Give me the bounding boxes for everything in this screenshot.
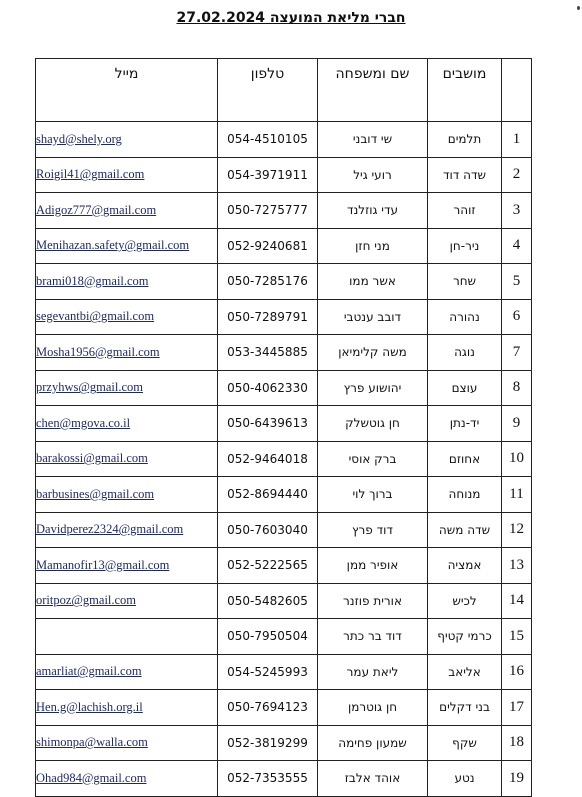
phone-cell: 052-9464018 bbox=[218, 441, 318, 477]
email-link[interactable]: amarliat@gmail.com bbox=[36, 664, 142, 679]
name-cell: משה קלימיאן bbox=[318, 335, 428, 371]
header-email: מייל bbox=[36, 59, 218, 122]
email-link[interactable]: Ohad984@gmail.com bbox=[36, 770, 147, 785]
settlement-cell: עוצם bbox=[428, 370, 502, 406]
settlement-cell: אמציה bbox=[428, 548, 502, 584]
table-row bbox=[36, 441, 532, 477]
table-header-row bbox=[36, 59, 532, 122]
settlement-cell: נוגה bbox=[428, 335, 502, 371]
phone-cell: 050-7603040 bbox=[218, 512, 318, 548]
settlement-cell: אחוזם bbox=[428, 441, 502, 477]
name-cell: דוד בר כתר bbox=[318, 619, 428, 655]
email-cell bbox=[36, 299, 218, 335]
email-cell bbox=[36, 406, 218, 442]
table-row bbox=[36, 299, 532, 335]
row-number-cell: 6 bbox=[502, 299, 532, 335]
name-cell: ברוך לוי bbox=[318, 477, 428, 513]
email-link[interactable]: shimonpa@walla.com bbox=[36, 735, 148, 750]
row-number-cell: 14 bbox=[502, 583, 532, 619]
settlement-cell: שדה משה bbox=[428, 512, 502, 548]
phone-cell: 050-7275777 bbox=[218, 193, 318, 229]
row-number-cell: 13 bbox=[502, 548, 532, 584]
email-link[interactable]: przyhws@gmail.com bbox=[36, 380, 143, 395]
email-link[interactable]: Menihazan.safety@gmail.com bbox=[36, 238, 190, 253]
email-cell bbox=[36, 619, 218, 655]
name-cell: שי דובני bbox=[318, 122, 428, 158]
email-link[interactable]: Hen.g@lachish.org.il bbox=[36, 699, 143, 714]
row-number-cell: 15 bbox=[502, 619, 532, 655]
email-link[interactable]: Roigil41@gmail.com bbox=[36, 167, 145, 182]
table-row bbox=[36, 122, 532, 158]
row-number-cell: 7 bbox=[502, 335, 532, 371]
email-cell bbox=[36, 370, 218, 406]
email-cell bbox=[36, 512, 218, 548]
name-cell: חן גוטרמן bbox=[318, 690, 428, 726]
name-cell: אשר ממו bbox=[318, 264, 428, 300]
phone-cell: 050-4062330 bbox=[218, 370, 318, 406]
email-cell bbox=[36, 654, 218, 690]
phone-cell: 052-5222565 bbox=[218, 548, 318, 584]
email-cell bbox=[36, 725, 218, 761]
phone-cell: 050-5482605 bbox=[218, 583, 318, 619]
settlement-cell: אליאב bbox=[428, 654, 502, 690]
email-cell bbox=[36, 583, 218, 619]
row-number-cell: 12 bbox=[502, 512, 532, 548]
table-row bbox=[36, 654, 532, 690]
email-link[interactable]: Davidperez2324@gmail.com bbox=[36, 522, 184, 537]
table-row bbox=[36, 477, 532, 513]
table-row bbox=[36, 690, 532, 726]
row-number-cell: 4 bbox=[502, 228, 532, 264]
name-cell: דוד פרץ bbox=[318, 512, 428, 548]
phone-cell: 050-7950504 bbox=[218, 619, 318, 655]
settlement-cell: זוהר bbox=[428, 193, 502, 229]
email-cell bbox=[36, 335, 218, 371]
name-cell: יהושוע פרץ bbox=[318, 370, 428, 406]
email-link[interactable]: chen@mgova.co.il bbox=[36, 415, 131, 430]
row-number-cell: 16 bbox=[502, 654, 532, 690]
row-number-cell: 9 bbox=[502, 406, 532, 442]
table-row bbox=[36, 193, 532, 229]
email-link[interactable]: Mamanofir13@gmail.com bbox=[36, 557, 170, 572]
email-link[interactable]: barakossi@gmail.com bbox=[36, 451, 148, 466]
email-cell bbox=[36, 477, 218, 513]
row-number-cell: 10 bbox=[502, 441, 532, 477]
name-cell: חן גוטשלק bbox=[318, 406, 428, 442]
email-link[interactable]: Mosha1956@gmail.com bbox=[36, 344, 160, 359]
settlement-cell: מנוחה bbox=[428, 477, 502, 513]
phone-cell: 052-7353555 bbox=[218, 761, 318, 797]
table-row bbox=[36, 583, 532, 619]
council-members-table bbox=[35, 58, 532, 797]
settlement-cell: יד-נתן bbox=[428, 406, 502, 442]
settlement-cell: שקף bbox=[428, 725, 502, 761]
name-cell: ליאת עמר bbox=[318, 654, 428, 690]
name-cell: שמעון פחימה bbox=[318, 725, 428, 761]
table-row bbox=[36, 370, 532, 406]
phone-cell: 050-6439613 bbox=[218, 406, 318, 442]
row-number-cell: 11 bbox=[502, 477, 532, 513]
row-number-cell: 8 bbox=[502, 370, 532, 406]
name-cell: אופיר ממן bbox=[318, 548, 428, 584]
phone-cell: 054-4510105 bbox=[218, 122, 318, 158]
row-number-cell: 17 bbox=[502, 690, 532, 726]
row-number-cell: 2 bbox=[502, 157, 532, 193]
settlement-cell: בני דקלים bbox=[428, 690, 502, 726]
email-link[interactable]: Adigoz777@gmail.com bbox=[36, 202, 157, 217]
email-cell bbox=[36, 193, 218, 229]
settlement-cell: שחר bbox=[428, 264, 502, 300]
row-number-cell: 19 bbox=[502, 761, 532, 797]
email-link[interactable]: segevantbi@gmail.com bbox=[36, 309, 155, 324]
table-body bbox=[36, 122, 532, 797]
table-row bbox=[36, 264, 532, 300]
email-cell bbox=[36, 441, 218, 477]
name-cell: רועי גיל bbox=[318, 157, 428, 193]
phone-cell: 050-7285176 bbox=[218, 264, 318, 300]
row-number-cell: 1 bbox=[502, 122, 532, 158]
document-title: חברי מליאת המועצה 27.02.2024 bbox=[176, 10, 406, 26]
row-number-cell: 5 bbox=[502, 264, 532, 300]
name-cell: ברק אוסי bbox=[318, 441, 428, 477]
email-cell bbox=[36, 157, 218, 193]
phone-cell: 054-5245993 bbox=[218, 654, 318, 690]
name-cell: אורית פוזנר bbox=[318, 583, 428, 619]
email-link[interactable]: brami018@gmail.com bbox=[36, 273, 149, 288]
name-cell: דובב ענטבי bbox=[318, 299, 428, 335]
name-cell: מני חזן bbox=[318, 228, 428, 264]
table-row bbox=[36, 761, 532, 797]
settlement-cell: נטע bbox=[428, 761, 502, 797]
email-link[interactable]: oritpoz@gmail.com bbox=[36, 593, 137, 608]
phone-cell: 052-9240681 bbox=[218, 228, 318, 264]
phone-cell: 050-7694123 bbox=[218, 690, 318, 726]
row-number-cell: 3 bbox=[502, 193, 532, 229]
phone-cell: 050-7289791 bbox=[218, 299, 318, 335]
table-row bbox=[36, 406, 532, 442]
header-name: שם ומשפחה bbox=[318, 59, 428, 122]
header-number bbox=[502, 59, 532, 122]
table-row bbox=[36, 548, 532, 584]
email-cell bbox=[36, 548, 218, 584]
email-link[interactable]: barbusines@gmail.com bbox=[36, 486, 155, 501]
row-number-cell: 18 bbox=[502, 725, 532, 761]
settlement-cell: תלמים bbox=[428, 122, 502, 158]
table-row bbox=[36, 725, 532, 761]
phone-cell: 052-3819299 bbox=[218, 725, 318, 761]
email-cell bbox=[36, 228, 218, 264]
table-row bbox=[36, 512, 532, 548]
settlement-cell: ניר-חן bbox=[428, 228, 502, 264]
table-row bbox=[36, 335, 532, 371]
email-link[interactable]: shayd@shely.org bbox=[36, 131, 122, 146]
settlement-cell: נהורה bbox=[428, 299, 502, 335]
header-phone: טלפון bbox=[218, 59, 318, 122]
header-settlement: מושבים bbox=[428, 59, 502, 122]
settlement-cell: כרמי קטיף bbox=[428, 619, 502, 655]
phone-cell: 053-3445885 bbox=[218, 335, 318, 371]
email-cell bbox=[36, 264, 218, 300]
phone-cell: 052-8694440 bbox=[218, 477, 318, 513]
table-row bbox=[36, 619, 532, 655]
email-cell bbox=[36, 122, 218, 158]
name-cell: אוהד אלבז bbox=[318, 761, 428, 797]
scan-speck bbox=[577, 6, 580, 10]
settlement-cell: שדה דוד bbox=[428, 157, 502, 193]
email-cell bbox=[36, 761, 218, 797]
name-cell: עדי גוזלנד bbox=[318, 193, 428, 229]
table-row bbox=[36, 228, 532, 264]
phone-cell: 054-3971911 bbox=[218, 157, 318, 193]
table-row bbox=[36, 157, 532, 193]
settlement-cell: לכיש bbox=[428, 583, 502, 619]
email-cell bbox=[36, 690, 218, 726]
